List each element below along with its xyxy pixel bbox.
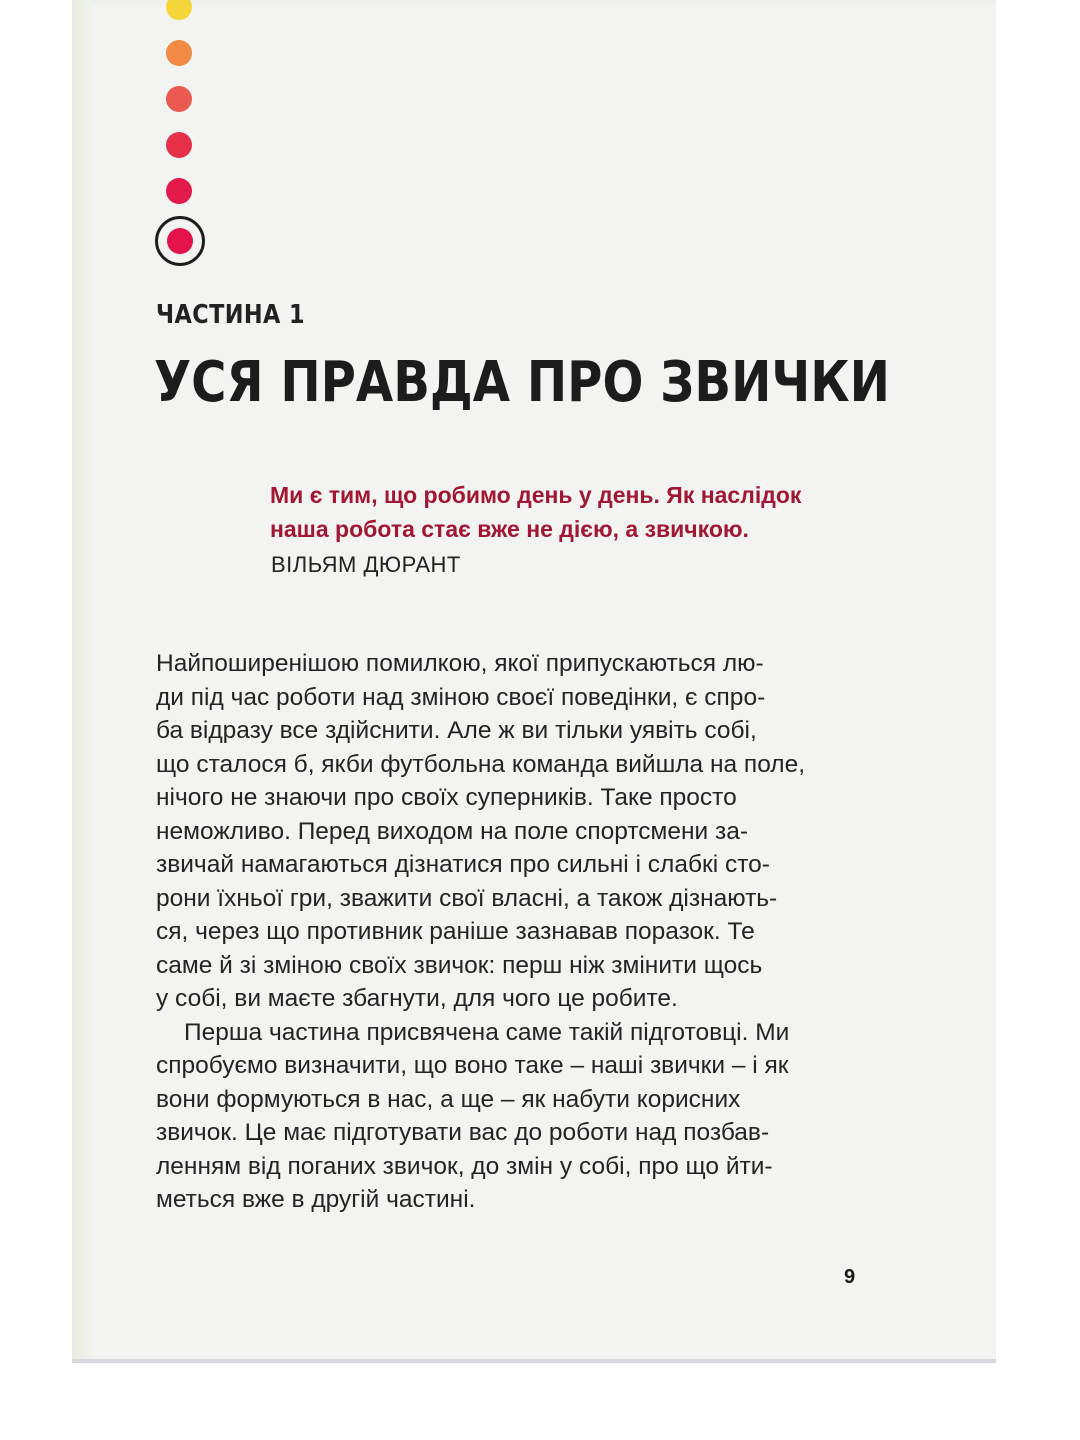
text-line: звичай намагаються дізнатися про сильні і слабкі сто- bbox=[156, 851, 770, 878]
text-line: що сталося б, якби футбольна команда вийшла на поле, bbox=[156, 750, 806, 778]
decor-dot-2 bbox=[166, 40, 192, 66]
epigraph-line: наша робота стає вже не дією, а звичкою. bbox=[270, 516, 749, 542]
text-line: саме й зі зміною своїх звичок: перш ніж змінити щось bbox=[156, 951, 763, 979]
text-line: нічого не знаючи про своїх суперників. Таке просто bbox=[156, 784, 737, 811]
text-line: ди під час роботи над зміною своєї поведінки, є спро- bbox=[156, 683, 766, 711]
text-line: вони формуються в нас, а ще – як набути корисних bbox=[156, 1085, 741, 1113]
decor-dot-5 bbox=[166, 178, 192, 204]
page-gutter bbox=[72, 0, 92, 1362]
target-dot-icon bbox=[155, 216, 205, 266]
text-line: звичок. Це має підготувати вас до роботи над позбав- bbox=[156, 1119, 770, 1146]
text-line: ба відразу все здійснити. Але ж ви тільки уявіть собі, bbox=[156, 717, 757, 744]
page-number: 9 bbox=[844, 1266, 856, 1288]
body-text bbox=[156, 647, 866, 1217]
epigraph-quote bbox=[270, 478, 890, 546]
text-line: ленням від поганих звичок, до змін у собі, про що йти- bbox=[156, 1152, 773, 1180]
text-line: Перша частина присвячена саме такій підготовці. Ми bbox=[184, 1018, 790, 1046]
page-bottom-edge bbox=[72, 1359, 996, 1363]
decor-dot-3 bbox=[166, 86, 192, 112]
text-line: рони їхньої гри, зважити свої власні, а також дізнають- bbox=[156, 884, 778, 912]
text-line: меться вже в другій частині. bbox=[156, 1186, 476, 1213]
text-line: спробуємо визначити, що воно таке – наші звички – і як bbox=[156, 1052, 789, 1079]
epigraph-author: ВІЛЬЯМ ДЮРАНТ bbox=[271, 552, 461, 577]
part-label: ЧАСТИНА 1 bbox=[156, 300, 305, 330]
decor-dot-4 bbox=[166, 132, 192, 158]
text-line: у собі, ви маєте збагнути, для чого це робите. bbox=[156, 985, 678, 1012]
target-dot-center bbox=[167, 228, 193, 254]
chapter-title: УСЯ ПРАВДА ПРО ЗВИЧКИ bbox=[154, 350, 890, 415]
epigraph-line: Ми є тим, що робимо день у день. Як наслідок bbox=[270, 482, 802, 508]
text-line: ся, через що противник раніше зазнавав поразок. Те bbox=[156, 918, 755, 945]
text-line: Найпоширенішою помилкою, якої припускаються лю- bbox=[156, 650, 764, 677]
text-line: неможливо. Перед виходом на поле спортсмени за- bbox=[156, 817, 749, 845]
